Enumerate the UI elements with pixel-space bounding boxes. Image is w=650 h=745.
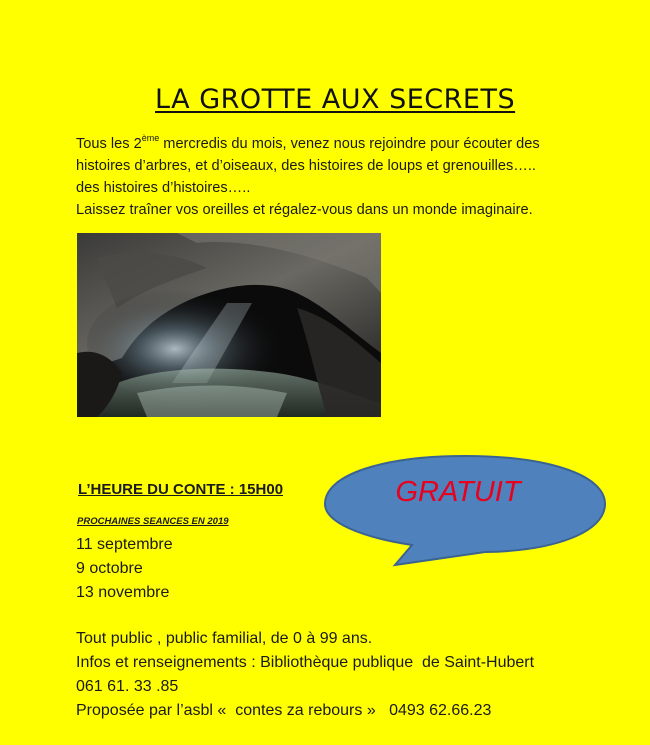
superscript-ordinal: ème [141, 133, 160, 143]
footer-line: Proposée par l’asbl « contes za rebours » 0493 62.66.23 [76, 702, 492, 719]
list-item: 13 novembre [76, 584, 170, 601]
intro-line: Tous les 2ème mercredis du mois, venez nous rejoindre pour écouter des [76, 133, 540, 152]
cave-photo [77, 233, 381, 417]
footer-line: 061 61. 33 .85 [76, 678, 179, 695]
session-dates-list [76, 533, 173, 605]
intro-line: Laissez traîner vos oreilles et régalez-vous dans un monde imaginaire. [76, 202, 533, 218]
intro-paragraph [76, 133, 636, 221]
story-hour-time: L’HEURE DU CONTE : 15H00 [78, 481, 284, 498]
next-sessions-heading: PROCHAINES SEANCES EN 2019 [77, 516, 229, 527]
info-footer [76, 627, 534, 723]
free-badge-text: GRATUIT [395, 476, 521, 508]
footer-line: Infos et renseignements : Bibliothèque publique de Saint-Hubert [76, 654, 535, 671]
free-speech-bubble [320, 452, 610, 567]
list-item: 11 septembre [76, 536, 173, 553]
intro-line: des histoires d’histoires….. [76, 180, 251, 196]
page-title: LA GROTTE AUX SECRETS [155, 84, 516, 115]
footer-line: Tout public , public familial, de 0 à 99 ans. [76, 630, 373, 647]
list-item: 9 octobre [76, 560, 143, 577]
intro-line: histoires d’arbres, et d’oiseaux, des histoires de loups et grenouilles….. [76, 158, 536, 174]
